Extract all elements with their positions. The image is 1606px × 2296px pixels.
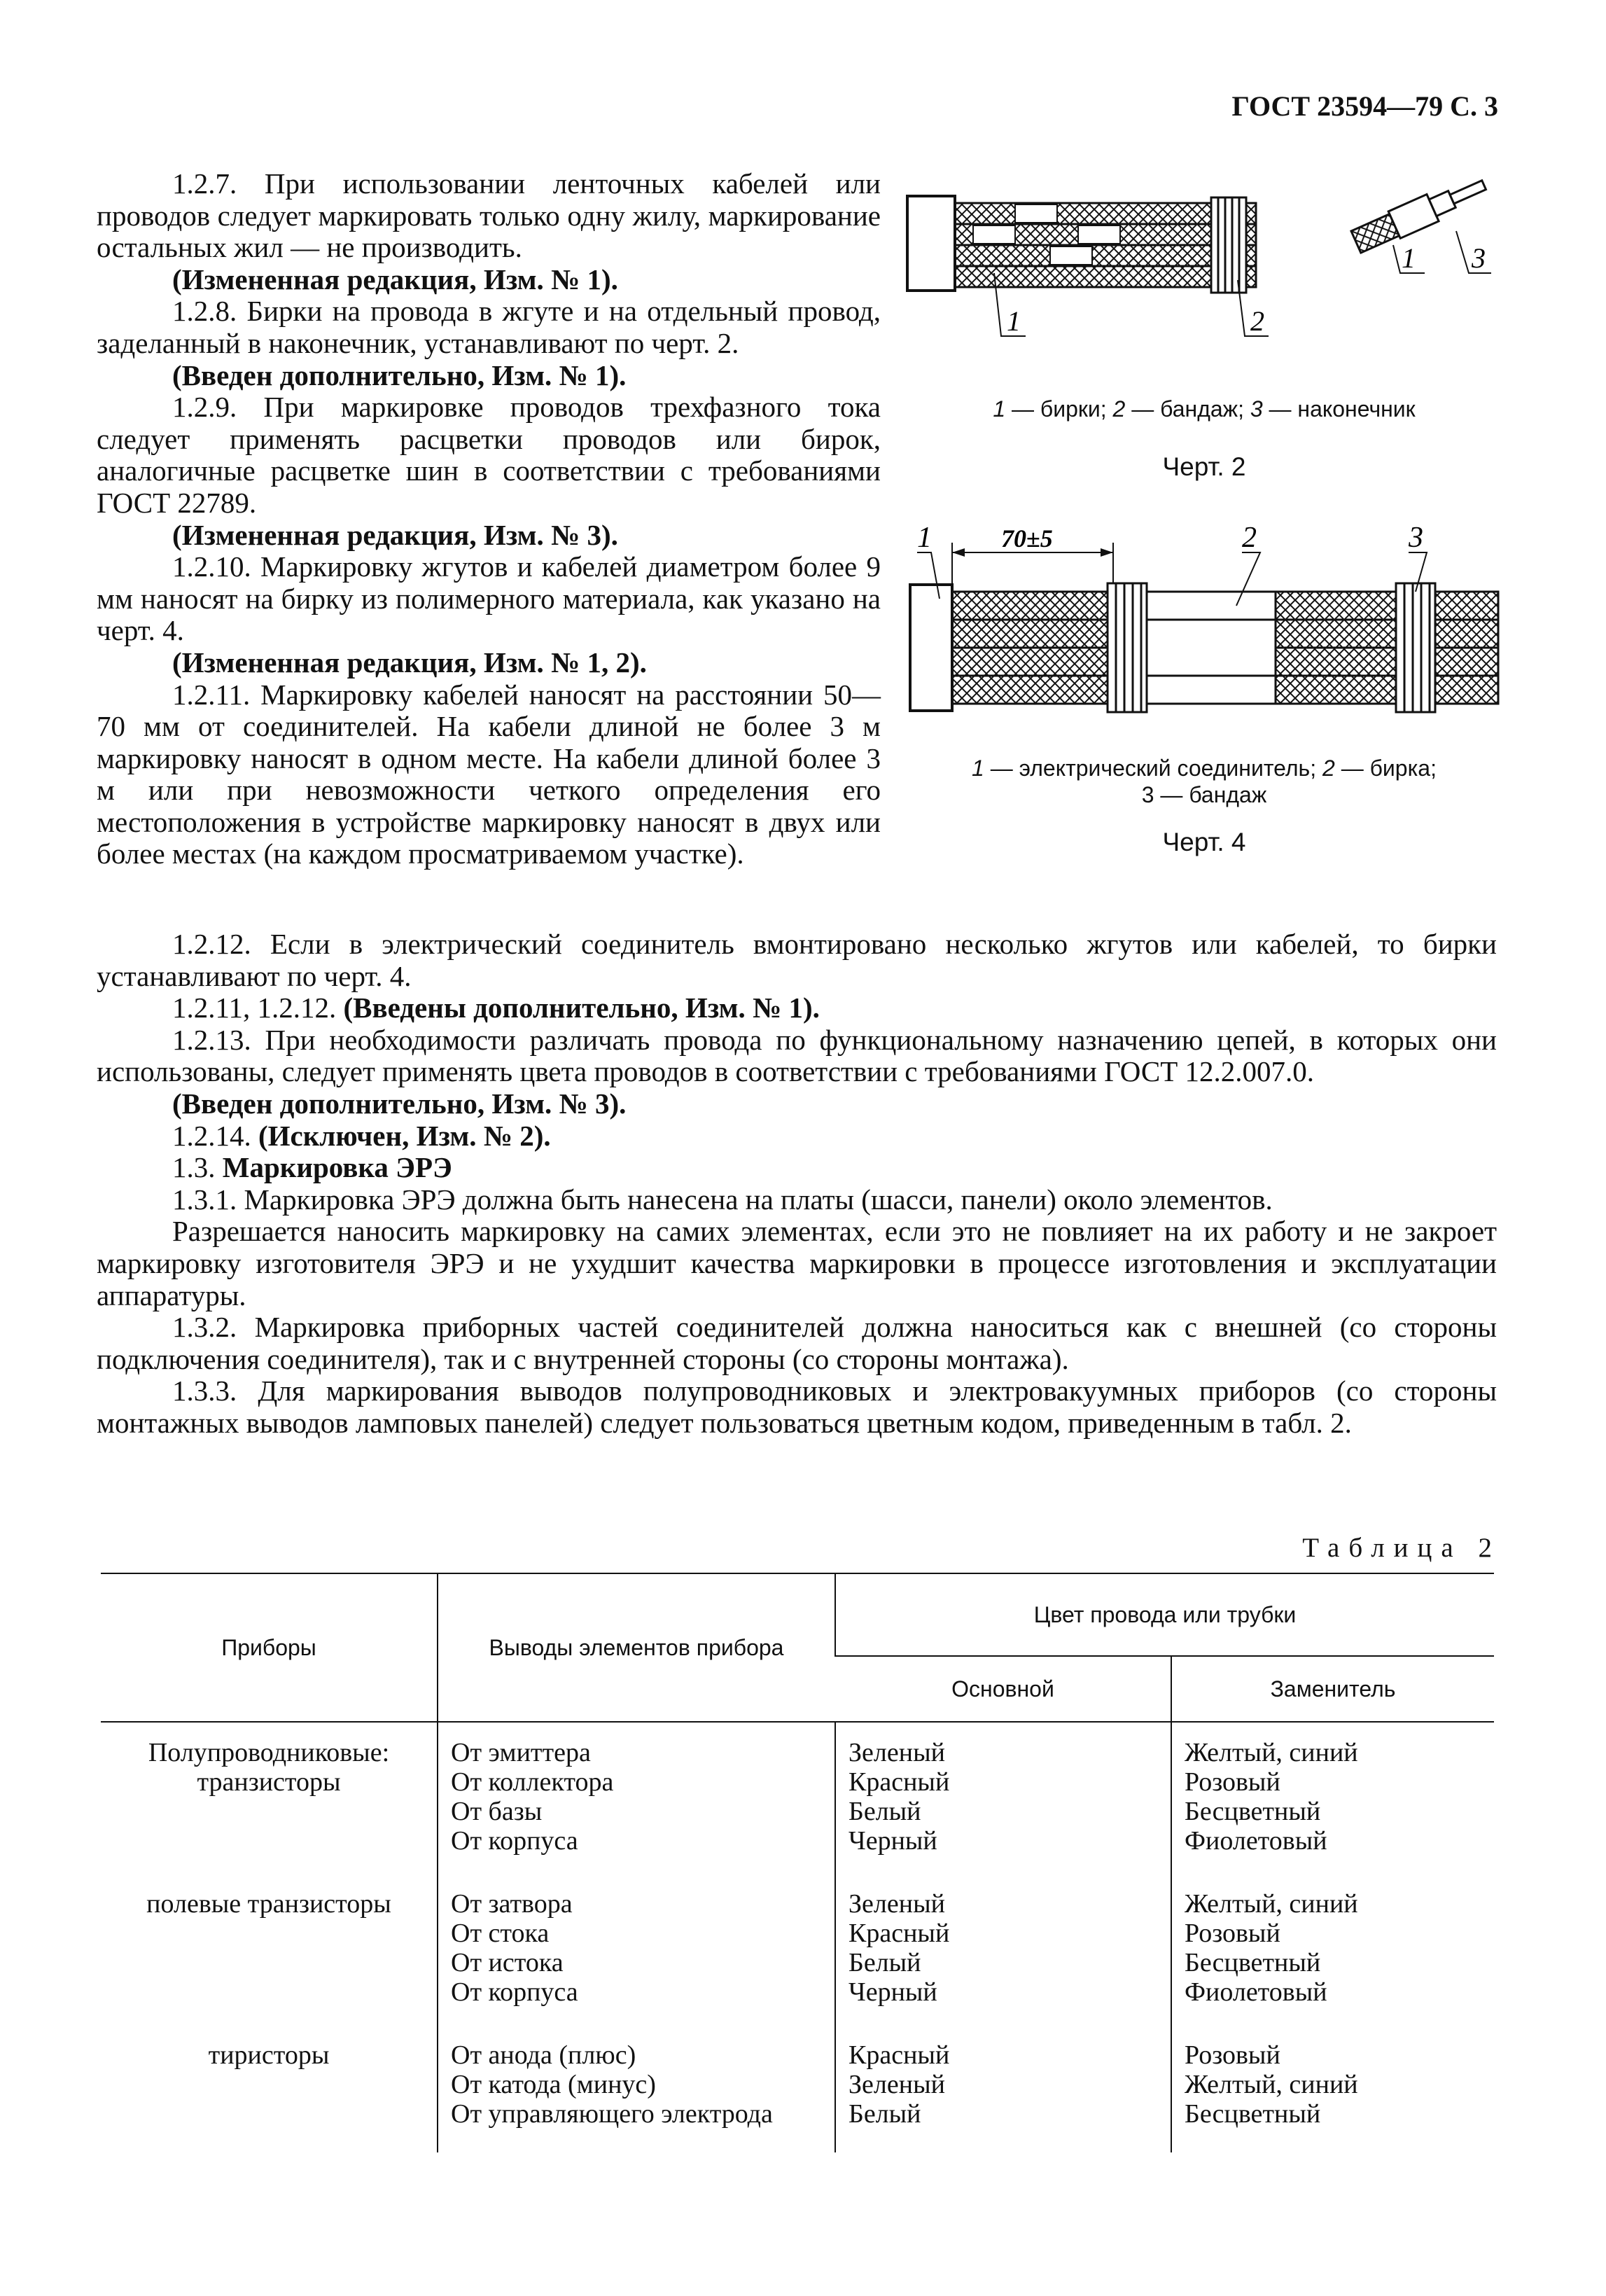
text-segment: 1.2.14.: [172, 1119, 258, 1152]
text-segment: (Введены дополнительно, Изм. № 1).: [343, 992, 820, 1024]
table-title: Таблица 2: [1302, 1533, 1501, 1563]
cell-substitute: [1171, 2031, 1494, 2152]
text-segment: 1.3.1. Маркировка ЭРЭ должна быть нанесена на платы (шасси, панели) около элементов.: [172, 1183, 1273, 1216]
cell-main: [835, 1722, 1171, 1879]
paragraph-4: [97, 1120, 1497, 1153]
fig2-label-1b: 1: [1402, 242, 1416, 274]
text-segment: Разрешается наносить маркировку на самих элементах, если это не повлияет на их работу и не закроет маркировку изготовителя ЭРЭ и не ухудшит качества маркировки в процессе изготовления и эксплуатации аппаратуры.: [97, 1215, 1497, 1311]
th-main: Основной: [835, 1656, 1171, 1722]
th-terminals: Выводы элементов прибора: [438, 1573, 835, 1722]
text-segment: 1.2.10. Маркировку жгутов и кабелей диаметром более 9 мм наносят на бирку из полимерного материала, как указано на черт. 4.: [97, 550, 881, 647]
cell-line: Желтый, синий: [1185, 1889, 1358, 1919]
text-segment: (Исключен, Изм. № 2).: [258, 1119, 551, 1152]
paragraph-6: [97, 1184, 1497, 1216]
fig2-label-1: 1: [1007, 305, 1021, 337]
cell-line: От эмиттера: [451, 1738, 591, 1767]
cell-terminals: [438, 1879, 835, 2031]
cell-main: [835, 2031, 1171, 2152]
cell-line: От анода (плюс): [451, 2040, 636, 2070]
left-paragraph-6: [97, 551, 881, 647]
figure-2-drawing: [903, 175, 1505, 343]
paragraph-7: [97, 1216, 1497, 1311]
text-segment: 1.2.9. При маркировке проводов трехфазного тока следует применять расцветки проводов или бирок, аналогичные расцветке шин в соответствии с требованиями ГОСТ 22789.: [97, 391, 881, 519]
cell-line: Желтый, синий: [1185, 1738, 1358, 1767]
cell-line: От истока: [451, 1948, 564, 1977]
cell-line: Полупроводниковые:: [148, 1738, 390, 1767]
cell-line: От катода (минус): [451, 2070, 656, 2099]
paragraph-2: [97, 1024, 1497, 1088]
paragraph-9: [97, 1375, 1497, 1439]
text-segment: 1.2.8. Бирки на провода в жгуте и на отдельный провод, заделанный в наконечник, устанавливают по черт. 2.: [97, 295, 881, 359]
fig2-caption: 1 — бирки; 2 — бандаж; 3 — наконечник: [993, 396, 1416, 422]
text-segment: (Измененная редакция, Изм. № 3).: [172, 518, 618, 551]
cell-line: тиристоры: [208, 2040, 330, 2070]
text-segment: (Введен дополнительно, Изм. № 1).: [172, 359, 627, 391]
left-paragraph-1: [97, 264, 881, 296]
cell-line: Черный: [849, 1826, 937, 1856]
cell-line: Бесцветный: [1185, 1948, 1321, 1977]
text-segment: (Введен дополнительно, Изм. № 3).: [172, 1087, 627, 1120]
cell-line: полевые транзисторы: [146, 1889, 391, 1919]
fig4-label-2: 2: [1242, 522, 1257, 554]
left-paragraph-7: [97, 647, 881, 679]
text-segment: (Измененная редакция, Изм. № 1, 2).: [172, 646, 647, 679]
cell-line: Бесцветный: [1185, 1797, 1321, 1826]
text-segment: 1.2.11. Маркировку кабелей наносят на расстоянии 50—70 мм от соединителей. На кабели длиной не более 3 м маркировку наносят в одном месте. На кабели длиной более 3 м или при невозможности четкого определения его местоположения в устройстве маркировку наносят в двух или более местах (на каждом просматриваемом участке).: [97, 678, 881, 870]
left-paragraph-4: [97, 391, 881, 519]
cell-line: Белый: [849, 1948, 921, 1977]
cell-line: Фиолетовый: [1185, 1977, 1327, 2007]
paragraph-3: [97, 1088, 1497, 1120]
paragraph-8: [97, 1311, 1497, 1375]
cell-device: [101, 2031, 438, 2152]
left-paragraph-8: [97, 679, 881, 871]
cell-line: Белый: [849, 1797, 921, 1826]
paragraph-0: [97, 928, 1497, 992]
cell-line: Розовый: [1185, 1919, 1280, 1948]
text-segment: 1.2.12. Если в электрический соединитель вмонтировано несколько жгутов или кабелей, то бирки устанавливают по черт. 4.: [97, 928, 1497, 992]
cell-line: Белый: [849, 2099, 921, 2129]
cell-line: От коллектора: [451, 1767, 614, 1797]
th-substitute: Заменитель: [1171, 1656, 1494, 1722]
text-segment: 1.3.: [172, 1151, 223, 1184]
text-segment: Маркировка ЭРЭ: [222, 1151, 452, 1184]
cell-line: транзисторы: [197, 1767, 341, 1797]
cell-line: От затвора: [451, 1889, 573, 1919]
fig2-label-2: 2: [1250, 305, 1264, 337]
fig4-dimension: 70±5: [1001, 524, 1053, 552]
cell-main: [835, 1879, 1171, 2031]
th-devices: Приборы: [101, 1573, 438, 1722]
table-row: [101, 1722, 1494, 1879]
paragraph-1: [97, 992, 1497, 1024]
cell-device: [101, 1879, 438, 2031]
cell-line: Красный: [849, 2040, 950, 2070]
table-row: [101, 1879, 1494, 2031]
fig2-label-3: 3: [1472, 242, 1486, 274]
cell-line: Розовый: [1185, 2040, 1280, 2070]
cell-line: Бесцветный: [1185, 2099, 1321, 2129]
cell-line: От корпуса: [451, 1826, 578, 1856]
left-paragraph-5: [97, 520, 881, 552]
cell-terminals: [438, 1722, 835, 1879]
cell-device: [101, 1722, 438, 1879]
text-segment: 1.2.7. При использовании ленточных кабелей или проводов следует маркировать только одну жилу, маркирование остальных жил — не производить.: [97, 167, 881, 264]
cell-line: Зеленый: [849, 2070, 945, 2099]
cell-line: Розовый: [1185, 1767, 1280, 1797]
table-row: [101, 2031, 1494, 2152]
left-paragraph-3: [97, 360, 881, 392]
text-segment: 1.2.13. При необходимости различать провода по функциональному назначению цепей, в которых они использованы, следует применять цвета проводов в соответствии с требованиями ГОСТ 12.2.007.0.: [97, 1023, 1497, 1088]
text-segment: (Измененная редакция, Изм. № 1).: [172, 263, 618, 295]
left-paragraph-0: [97, 168, 881, 264]
left-paragraph-2: [97, 295, 881, 359]
cell-line: От корпуса: [451, 1977, 578, 2007]
text-segment: 1.3.2. Маркировка приборных частей соединителей должна наноситься как с внешней (со стороны подключения соединителя), так и с внутренней стороны (со стороны монтажа).: [97, 1311, 1497, 1375]
cell-terminals: [438, 2031, 835, 2152]
fig4-caption: 1 — электрический соединитель; 2 — бирка; 3 — бандаж: [972, 756, 1437, 807]
cell-substitute: [1171, 1722, 1494, 1879]
cell-line: Красный: [849, 1767, 950, 1797]
text-segment: 1.2.11, 1.2.12.: [172, 992, 344, 1024]
cell-line: Зеленый: [849, 1738, 945, 1767]
fig2-title: Черт. 2: [1162, 452, 1246, 481]
cell-substitute: [1171, 1879, 1494, 2031]
fig4-label-1: 1: [917, 522, 932, 554]
paragraph-5: [97, 1152, 1497, 1184]
figure-4-drawing: [903, 522, 1505, 732]
fig4-title: Черт. 4: [1162, 828, 1246, 856]
cell-line: Красный: [849, 1919, 950, 1948]
page-header: ГОСТ 23594—79 С. 3: [1231, 90, 1498, 122]
fig4-label-3: 3: [1409, 522, 1423, 554]
text-segment: 1.3.3. Для маркирования выводов полупроводниковых и электровакуумных приборов (со стороны монтажных выводов ламповых панелей) следует пользоваться цветным кодом, приведенным в табл. 2.: [97, 1375, 1497, 1439]
left-column-text: [97, 168, 881, 870]
cell-line: Фиолетовый: [1185, 1826, 1327, 1856]
th-color: Цвет провода или трубки: [835, 1573, 1494, 1656]
cell-line: От стока: [451, 1919, 550, 1948]
cell-line: От управляющего электрода: [451, 2099, 773, 2129]
cell-line: Желтый, синий: [1185, 2070, 1358, 2099]
cell-line: От базы: [451, 1797, 543, 1826]
cell-line: Зеленый: [849, 1889, 945, 1919]
table-2: [101, 1573, 1494, 2152]
cell-line: Черный: [849, 1977, 937, 2007]
full-width-text: [97, 928, 1497, 1440]
